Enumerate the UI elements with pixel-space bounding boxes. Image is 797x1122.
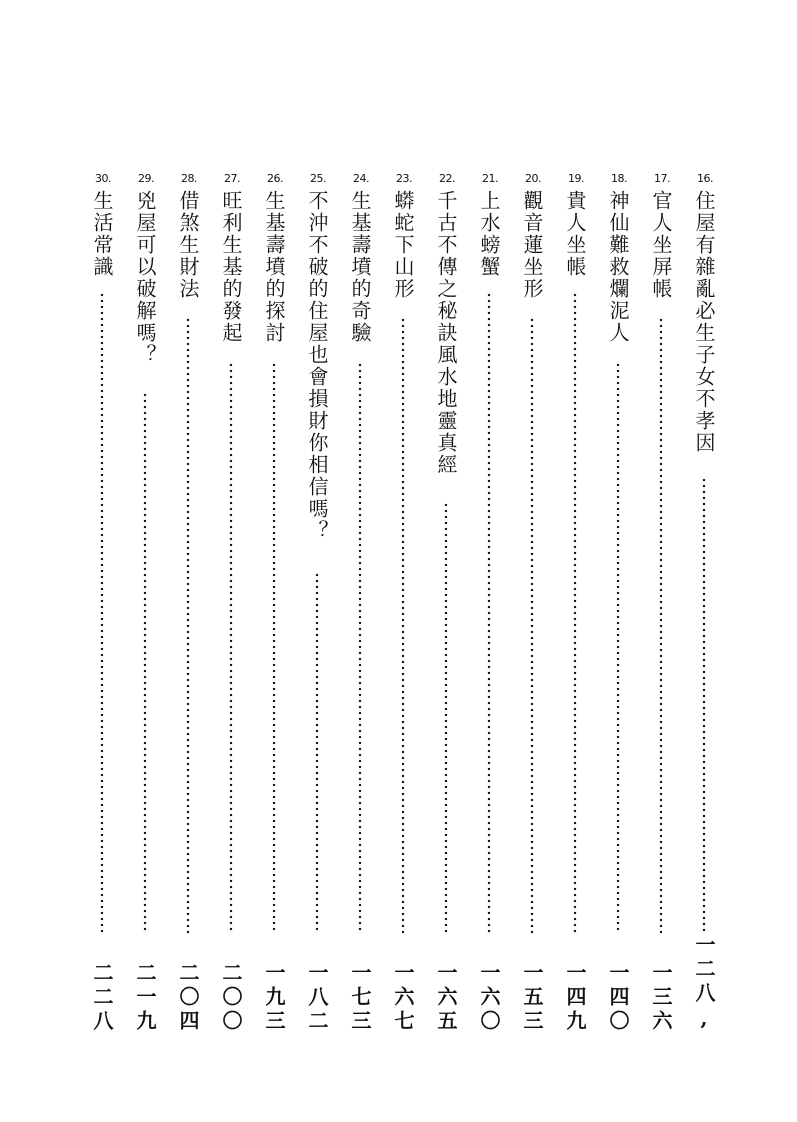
entry-number: 22.	[439, 172, 455, 185]
entry-title: 生活常識	[90, 190, 114, 278]
dot-leader	[529, 317, 535, 934]
dot-leader	[701, 477, 707, 934]
toc-entry-18	[594, 172, 634, 1042]
entry-number: 28.	[181, 172, 197, 185]
toc-entry-25	[293, 172, 333, 1042]
entry-title: 生基壽墳的探討	[262, 190, 286, 344]
entry-title: 上水螃蟹	[477, 190, 501, 278]
entry-page: 一五三	[520, 962, 544, 1034]
entry-title: 觀音蓮坐形	[520, 190, 544, 300]
entry-number: 26.	[267, 172, 283, 185]
entry-number: 30.	[95, 172, 111, 185]
dot-leader	[443, 502, 449, 934]
entry-title: 兇屋可以破解嗎？	[133, 190, 157, 366]
dot-leader	[486, 292, 492, 934]
entry-page: 一三六	[649, 962, 673, 1034]
entry-number: 18.	[611, 172, 627, 185]
dot-leader	[400, 317, 406, 934]
entry-title: 官人坐屏帳	[649, 190, 673, 300]
entry-number: 29.	[138, 172, 154, 185]
toc-entry-17	[637, 172, 677, 1042]
toc-entry-27	[207, 172, 247, 1042]
toc-entry-20	[508, 172, 548, 1042]
dot-leader	[99, 292, 105, 934]
entry-page: 二一九	[133, 962, 157, 1034]
entry-title: 神仙難救爛泥人	[606, 190, 630, 344]
entry-page: 一六七	[391, 962, 415, 1034]
entry-page: 二〇四	[176, 962, 200, 1034]
entry-title: 生基壽墳的奇驗	[348, 190, 372, 344]
entry-title: 旺利生基的發起	[219, 190, 243, 344]
entry-title: 借煞生財法	[176, 190, 200, 300]
entry-number: 21.	[482, 172, 498, 185]
entry-title: 住屋有雜亂必生子女不孝因	[692, 190, 716, 454]
dot-leader	[142, 392, 148, 934]
entry-number: 20.	[525, 172, 541, 185]
dot-leader	[615, 362, 621, 934]
dot-leader	[357, 362, 363, 934]
dot-leader	[228, 362, 234, 934]
dot-leader	[314, 572, 320, 934]
dot-leader	[658, 317, 664, 934]
entry-page: 一八二	[305, 962, 329, 1034]
table-of-contents	[70, 172, 730, 1042]
entry-page: 一四〇	[606, 962, 630, 1034]
dot-leader	[185, 317, 191, 934]
toc-entry-26	[250, 172, 290, 1042]
toc-entry-28	[164, 172, 204, 1042]
entry-number: 17.	[654, 172, 670, 185]
toc-entry-16	[680, 172, 720, 1042]
entry-title: 蟒蛇下山形	[391, 190, 415, 300]
dot-leader	[572, 292, 578, 934]
entry-number: 19.	[568, 172, 584, 185]
entry-page: 二二八	[90, 962, 114, 1034]
entry-title: 千古不傳之秘訣風水地靈真經	[434, 190, 458, 476]
entry-number: 24.	[353, 172, 369, 185]
toc-entry-24	[336, 172, 376, 1042]
entry-number: 25.	[310, 172, 326, 185]
entry-title: 不沖不破的住屋也會損財你相信嗎？	[305, 190, 329, 542]
toc-entry-29	[121, 172, 161, 1042]
toc-entry-21	[465, 172, 505, 1042]
dot-leader	[271, 362, 277, 934]
entry-page: 一六五	[434, 962, 458, 1034]
entry-page: 一二八,	[692, 934, 716, 1034]
entry-page: 一七三	[348, 962, 372, 1034]
entry-page: 二〇〇	[219, 962, 243, 1034]
entry-title: 貴人坐帳	[563, 190, 587, 278]
toc-entry-30	[78, 172, 118, 1042]
entry-page: 一九三	[262, 962, 286, 1034]
toc-entry-19	[551, 172, 591, 1042]
toc-entry-22	[422, 172, 462, 1042]
entry-number: 16.	[697, 172, 713, 185]
entry-page: 一四九	[563, 962, 587, 1034]
entry-number: 27.	[224, 172, 240, 185]
entry-number: 23.	[396, 172, 412, 185]
entry-page: 一六〇	[477, 962, 501, 1034]
toc-entry-23	[379, 172, 419, 1042]
